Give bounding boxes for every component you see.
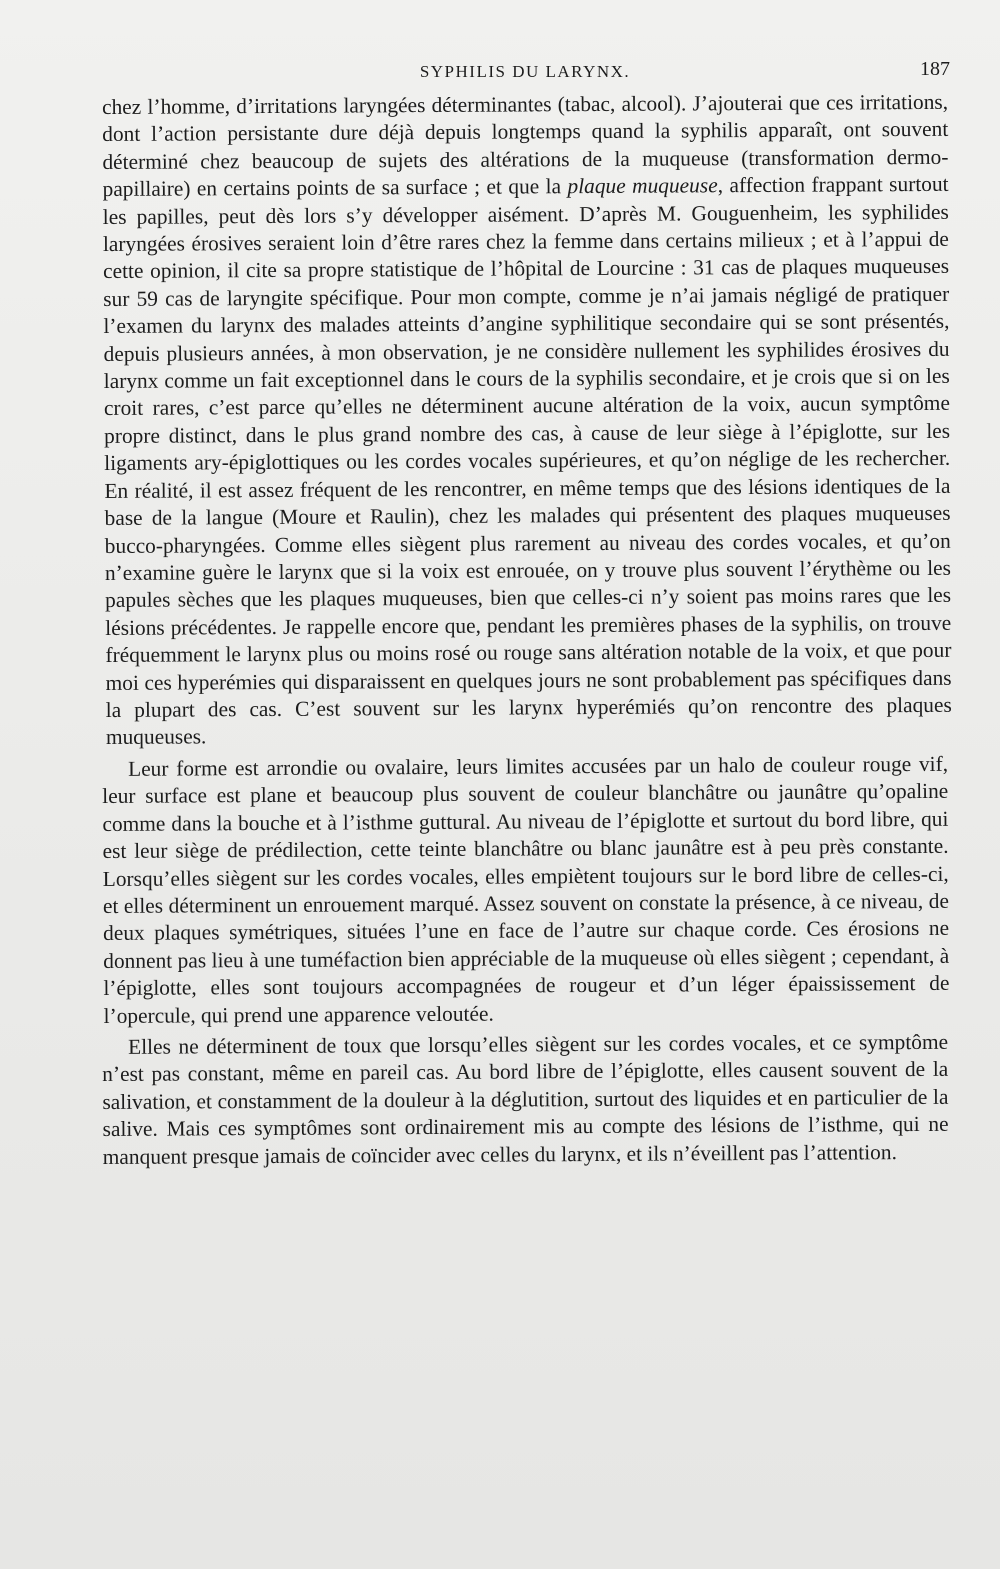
running-head [100, 56, 950, 88]
paragraph-2: Leur forme est arrondie ou ovalaire, leurs limites accusées par un halo de couleur rouge vif, leur surface est plane et beaucoup plus souvent de couleur blanchâtre ou jaunâtre qu’opaline comme dans la bouche et à l’isthme guttural. Au niveau de l’épiglotte et surtout du bord libre, qui est leur siège de prédilection, cette teinte blanchâtre ou blanc jaunâtre est à peu près constante. Lorsqu’elles siègent sur les cordes vocales, elles empiètent toujours sur le bord libre de celles-ci, et elles déterminent un enrouement marqué. Assez souvent on constate la présence, à ce niveau, de deux plaques symétriques, situées l’une en face de l’autre sur chaque corde. Ces érosions ne donnent pas lieu à une tuméfaction bien appréciable de la muqueuse où elles siègent ; cependant, à l’épiglotte, elles sont toujours accompagnées de rougeur et d’un léger épaississement de l’opercule, qui prend une apparence veloutée. [102, 751, 950, 1028]
paragraph-1-text-after: , affection frappant surtout les papilles, peut dès lors s’y développer aisément. D’après M. Gouguenheim, les syphilides laryngées érosives seraient loin d’être rares chez la femme dans certains milieux ; et à l’appui de cette opinion, il cite sa propre statistique de l’hôpital de Lourcine : 31 cas de plaques muqueuses sur 59 cas de laryngite spécifique. Pour mon compte, comme je n’ai jamais négligé de pratiquer l’examen du larynx des malades atteints d’angine syphilitique secondaire qui se sont présentés, depuis plusieurs années, à mon observation, je ne considère nullement les syphilides érosives du larynx comme un fait exceptionnel dans le cours de la syphilis secondaire, et je crois que si on les croit rares, c’est parce qu’elles ne déterminent aucune altération de la voix, aucun symptôme propre distinct, dans le plus grand nombre des cas, à cause de leur siège à l’épiglotte, sur les ligaments ary-épiglottiques ou les cordes vocales supérieures, et qu’on néglige de les rechercher. En réalité, il est assez fréquent de les rencontrer, en même temps que des lésions identiques de la base de la langue (Moure et Raulin), chez les malades qui présentent des plaques muqueuses bucco-pharyngées. Comme elles siègent plus rarement au niveau des cordes vocales, et qu’on n’examine guère le larynx que si la voix est enrouée, on y trouve plus souvent l’érythème ou les papules sèches que les plaques muqueuses, bien que celles-ci n’y soient pas moins rares que les lésions précédentes. Je rappelle encore que, pendant les premières phases de la syphilis, on trouve fréquemment le larynx plus ou moins rosé ou rouge sans altération notable de la voix, et que pour moi ces hyperémies qui disparaissent en quelques jours ne sont probablement pas spécifiques dans la plupart des cas. C’est souvent sur les larynx hyperémiés qu’on rencontre des plaques muqueuses. [102, 172, 952, 750]
paragraph-3: Elles ne déterminent de toux que lorsqu’elles siègent sur les cordes vocales, et ce symptôme n’est pas constant, même en pareil cas. Au bord libre de l’épiglotte, elles causent souvent de la salivation, et constamment de la douleur à la déglutition, surtout des liquides et en particulier de la salive. Mais ces symptômes sont ordinairement mis au compte des lésions de l’isthme, qui ne manquent presque jamais de coïncider avec celles du larynx, et ils n’éveillent pas l’attention. [102, 1029, 949, 1169]
body-text [102, 89, 952, 1171]
paragraph-1-text-before: chez l’homme, d’irritations laryngées déterminantes (tabac, alcool). J’ajouterai que ces irritations, dont l’action persistante dure déjà depuis longtemps quand la syphilis apparaît, ont souvent déterminé chez beaucoup de sujets des altérations de la muqueuse (transformation dermo-papillaire) en certains points de sa surface ; et que la [102, 89, 949, 202]
page-number: 187 [920, 58, 950, 80]
running-title: SYPHILIS DU LARYNX. [419, 62, 631, 81]
paragraph-1 [102, 89, 952, 752]
italic-term: plaque muqueuse [567, 173, 718, 199]
